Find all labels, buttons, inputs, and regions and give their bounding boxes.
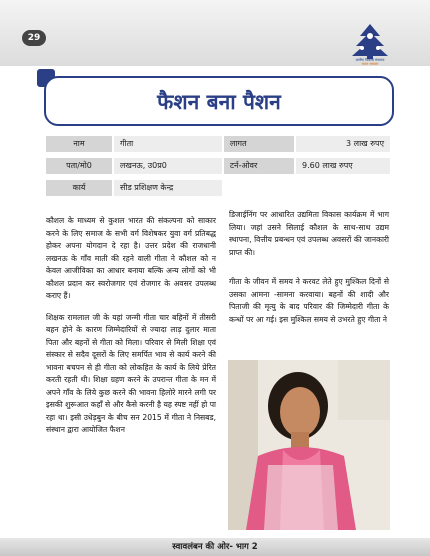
name-value: गीता (114, 136, 222, 152)
turnover-label: टर्न-ओवर (224, 158, 294, 174)
logo-caption-line1: ग्रामीण विकास मंत्रालय (355, 58, 385, 62)
body-paragraph-4: गीता के जीवन में समय ने करवट लेते हुए मुश्किल दिनों से उसका आमना -सामना करवाया। बहनों की शादी और पिताजी की मृत्यु के बाद परिवार की जिम्मेदारी गीता के कन्धों पर आ गई। इस मुश्किल समय से उभरते हुए गीता ने (229, 277, 389, 324)
logo-caption (350, 58, 390, 66)
address-value: लखनऊ, उ0प्र0 (114, 158, 222, 174)
work-label: कार्य (46, 180, 112, 196)
logo-caption-line2: भारत सरकार (361, 62, 379, 66)
info-table (46, 136, 390, 202)
body-left-column (46, 215, 216, 446)
title-box (44, 76, 394, 126)
body-paragraph-3: डिजाईनिंग पर आधारित उद्यमिता विकास कार्यक्रम में भाग लिया। जहां उसने सिलाई कौशल के साथ-साथ उद्यम स्थापना, वित्तीय प्रबन्धन एवं उपलब्ध अवसरों की जानकारी प्राप्त की। (229, 210, 389, 257)
footer-title: स्वावलंबन की ओर- भाग 2 (172, 542, 258, 552)
name-label: नाम (46, 136, 112, 152)
page-number: 29 (22, 30, 46, 46)
address-label: पता/मो0 (46, 158, 112, 174)
page-title: फैशन बना पैशन (157, 90, 281, 114)
info-row-address (46, 158, 390, 174)
body-right-column-mid (229, 276, 389, 335)
portrait-photo (228, 360, 390, 530)
turnover-value: 9.60 लाख रुपए (296, 158, 390, 174)
body-paragraph-2: शिक्षक रामलाल जी के यहां जन्मी गीता चार बहिनों में तीसरी बहन होने के कारण जिम्मेदारियों से ज्यादा लाड़ दुलार माता पिता और बहनों से गीता को मिला। परिवार से मिली शिक्षा एवं संस्कार से सदैव दूसरों के लिए समर्पित भाव से कार्य करने की भावना बचपन से ही गीता को लोकहित के कार्य के लिये प्रेरित करती रहती थी। शिक्षा ग्रहण करने के उपरान्त गीता के मन में अपने गाँव के लिये कुछ करने की भावना हिलोरे मारने लगी पर इसकी शुरूआत कहाँ से और कैसे करनी है यह स्पष्ट नहीं हो पा रहा था। इसी उधेड़बुन के बीच सन 2015 में गीता ने निसबड, संस्थान द्वारा आयोजित फैशन (46, 312, 216, 434)
cost-value: 3 लाख रुपए (296, 136, 390, 152)
body-right-column-top (229, 209, 389, 268)
cost-label: लागत (224, 136, 294, 152)
body-paragraph-1: कौशल के माध्यम से कुशल भारत की संकल्पना को साकार करने के लिए समाज के सभी वर्ग विशेषकर युवा वर्ग प्रतिबद्ध होकर अपना योगदान दे रहा है। उत्तर प्रदेश की राजधानी लखनऊ के गाँव माती की रहने वाली गीता ने कौशल को न केवल आजीविका का आधार बनाया बल्कि अन्य लोगों को भी कौशल प्रदान कर स्वरोजगार एवं रोजगार के अवसर उपलब्ध कराए हैं। (46, 216, 216, 300)
info-row-work (46, 180, 390, 196)
info-row-name (46, 136, 390, 152)
work-value: सीड प्रशिक्षण केन्द्र (114, 180, 222, 196)
footer-band (0, 538, 430, 556)
